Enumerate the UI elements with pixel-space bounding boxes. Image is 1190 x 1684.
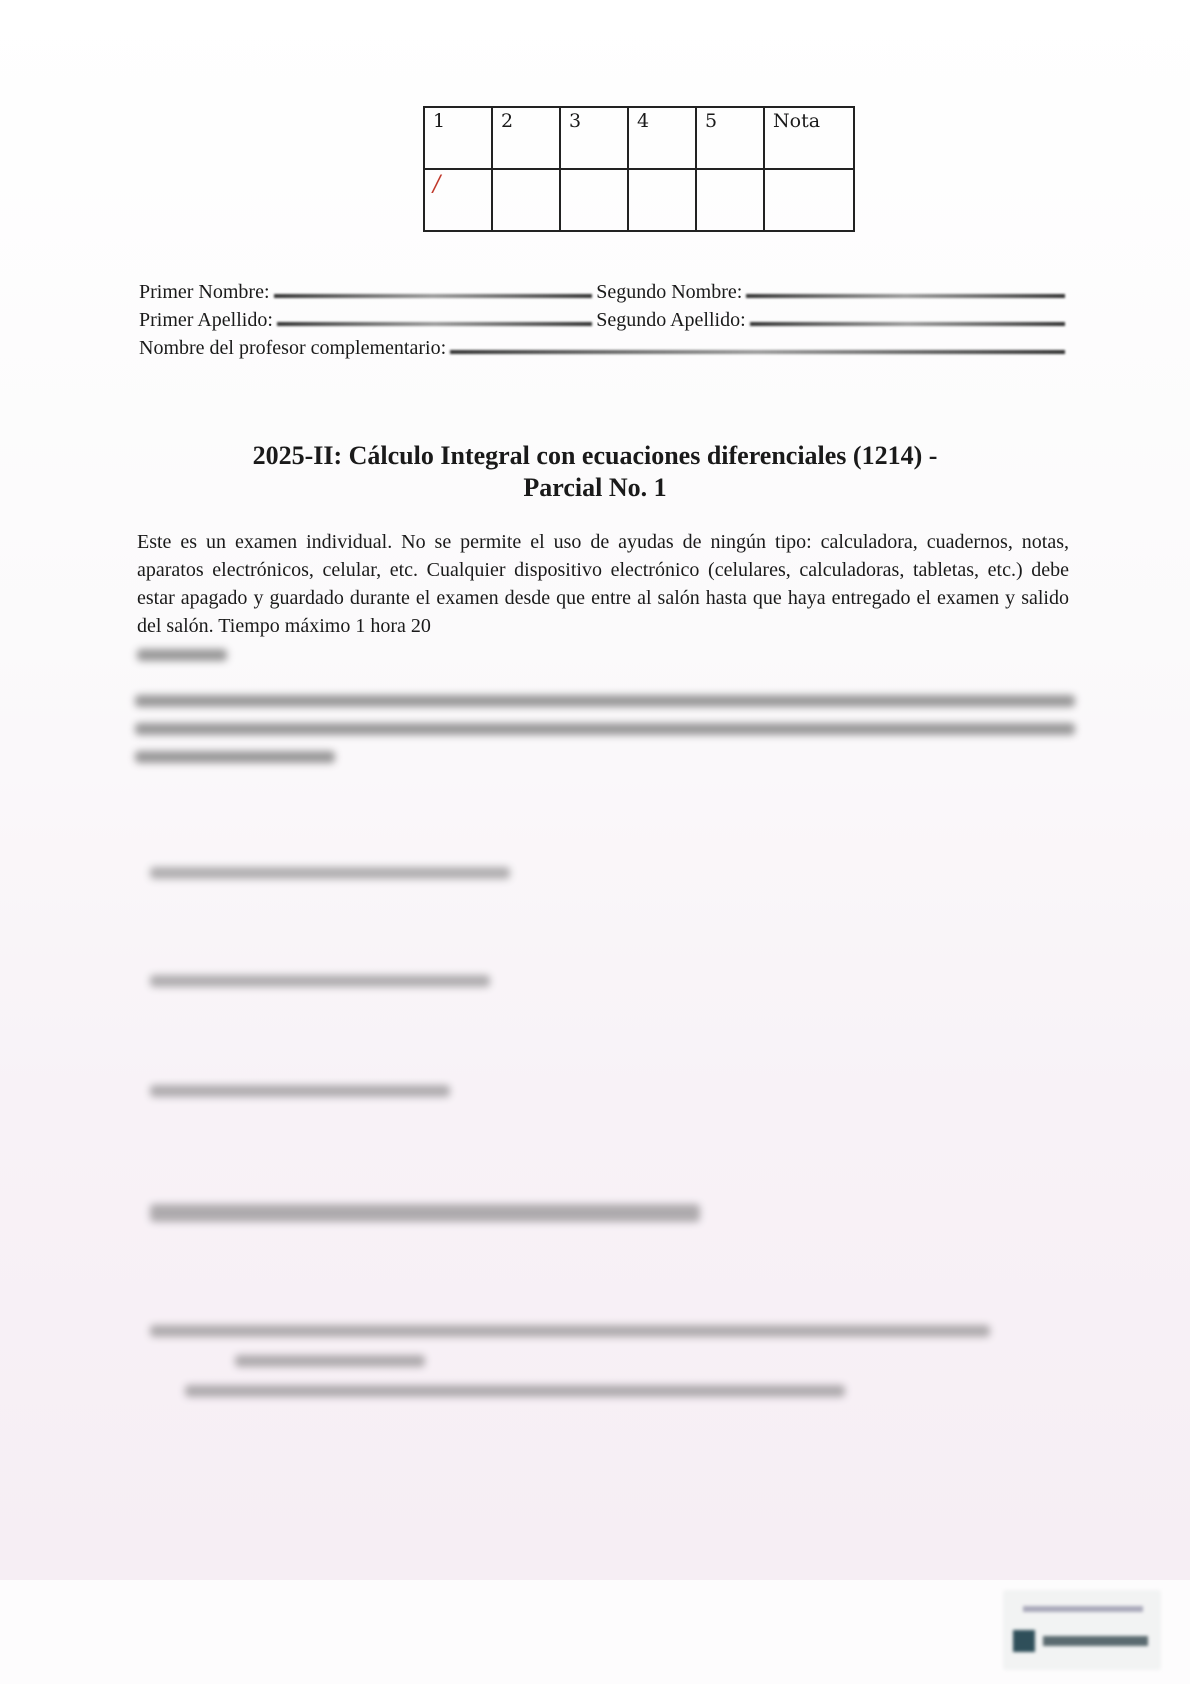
redacted-line [135, 695, 1075, 707]
title-line-1: 2025-II: Cálculo Integral con ecuaciones diferenciales (1214) - [252, 441, 938, 470]
redacted-line [135, 723, 1075, 735]
redacted-line [150, 867, 510, 879]
redacted-line [150, 1085, 450, 1097]
profesor-label: Nombre del profesor complementario: [139, 337, 447, 359]
title-line-2: Parcial No. 1 [523, 473, 667, 502]
segundo-apellido-field [750, 322, 1065, 326]
logo-bar [1023, 1606, 1143, 1612]
grade-header-1: 1 [424, 107, 492, 169]
segundo-apellido-label: Segundo Apellido: [596, 309, 746, 331]
segundo-nombre-label: Segundo Nombre: [596, 281, 743, 303]
primer-nombre-label: Primer Nombre: [139, 281, 270, 303]
grade-header-2: 2 [492, 107, 560, 169]
instructions-text: Este es un examen individual. No se permite el uso de ayudas de ningún tipo: calculadora, cuadernos, notas, aparatos electrónicos, celular, etc. Cualquier dispositivo electrónico (celulares, calculadoras, tabletas, etc.) debe estar apagado y guardado durante el examen desde que entre al salón hasta que haya entregado el examen y salido del salón. Tiempo máximo 1 hora 20 [137, 531, 1069, 637]
logo-icon [1013, 1630, 1035, 1652]
redacted-line [150, 975, 490, 987]
redacted-important-note [135, 695, 1075, 779]
redacted-line [185, 1385, 845, 1397]
profesor-field [450, 350, 1065, 354]
redacted-text [137, 649, 227, 661]
exam-title [0, 440, 1190, 504]
primer-apellido-field [277, 322, 592, 326]
question-2-redacted [150, 970, 490, 989]
redacted-line [235, 1355, 425, 1367]
question-4-redacted [150, 1202, 700, 1222]
score-cell-2 [492, 169, 560, 231]
grade-header-5: 5 [696, 107, 764, 169]
score-cell-1 [424, 169, 492, 231]
grade-table [423, 106, 855, 232]
question-1-redacted [150, 862, 510, 881]
student-fields [139, 278, 1069, 362]
grade-header-4: 4 [628, 107, 696, 169]
grade-header-nota: Nota [764, 107, 854, 169]
score-cell-3 [560, 169, 628, 231]
watermark-logo [1003, 1590, 1161, 1670]
score-cell-5 [696, 169, 764, 231]
score-mark: / [433, 172, 441, 197]
question-5-redacted [150, 1325, 990, 1397]
grade-header-3: 3 [560, 107, 628, 169]
primer-nombre-field [274, 294, 593, 298]
logo-text-bar [1043, 1636, 1148, 1646]
score-cell-nota [764, 169, 854, 231]
score-cell-4 [628, 169, 696, 231]
segundo-nombre-field [746, 294, 1065, 298]
redacted-line [150, 1325, 990, 1337]
redacted-line [135, 751, 335, 763]
redacted-line [150, 1204, 700, 1222]
primer-apellido-label: Primer Apellido: [139, 309, 273, 331]
instructions [137, 528, 1069, 668]
question-3-redacted [150, 1080, 450, 1099]
